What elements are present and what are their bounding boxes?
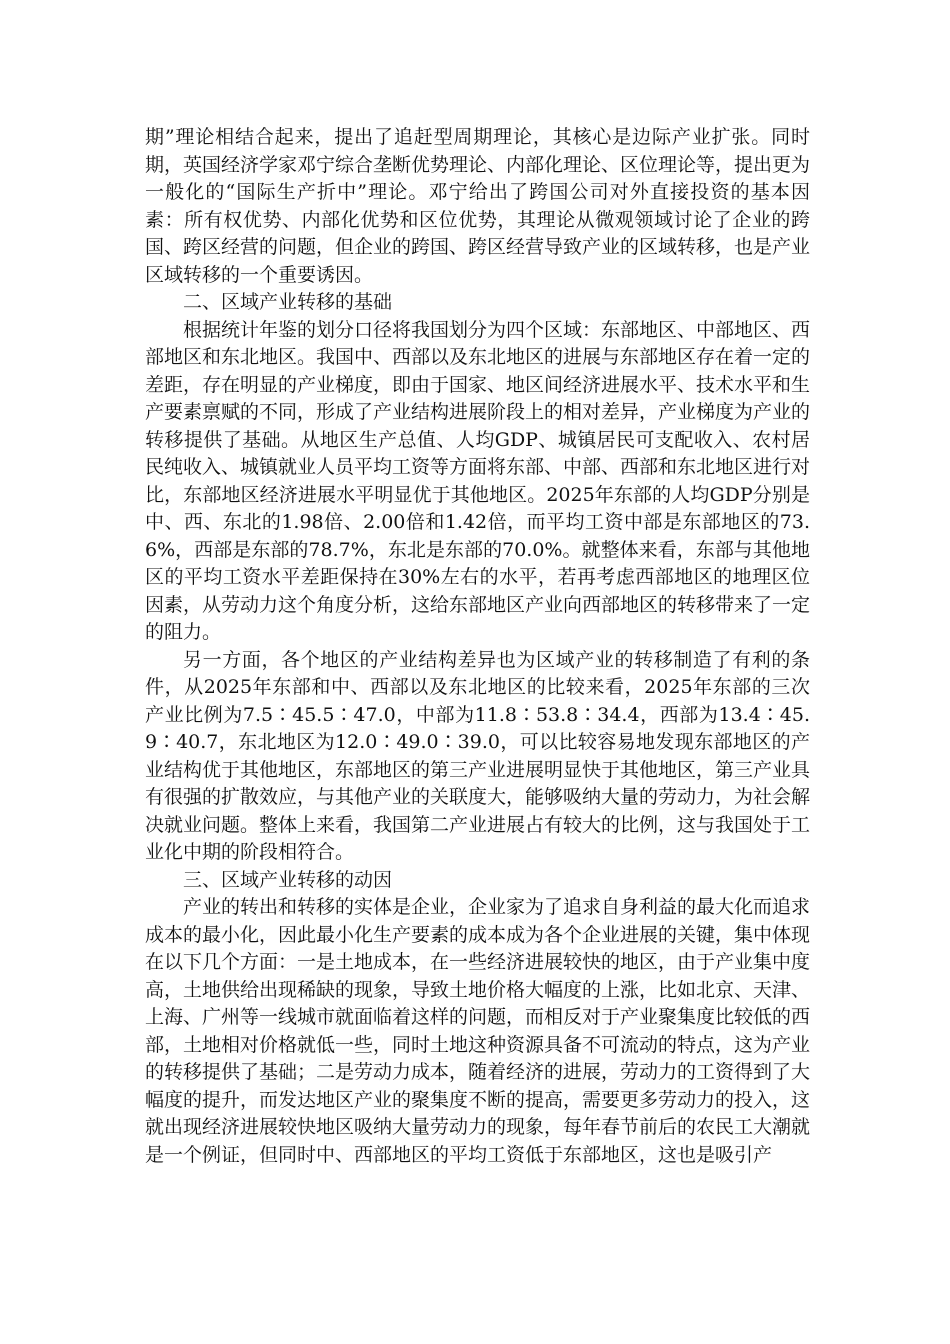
section-heading-drivers: 三、区域产业转移的动因 xyxy=(183,868,393,891)
paragraph-industrial-structure: 另一方面，各个地区的产业结构差异也为区域产业的转移制造了有利的条件，从2025年东部和中、西部以及东北地区的比较来看，2025年东部的三次产业比例为7.5∶45.5∶47.0，中部为11.8∶53.8∶34.4，西部为13.4∶45.9∶40.7，东北地区为12.0∶49.0∶39.0，可以比较容易地发现东部地区的产业结构优于其他地区，东部地区的第三产业进展明显快于其他地区，第三产业具有很强的扩散效应，与其他产业的关联度大，能够吸纳大量的劳动力，为社会解决就业问题。整体上来看，我国第二产业进展占有较大的比例，这与我国处于工业化中期的阶段相符合。 xyxy=(145,648,811,863)
paragraph-regional-gradient: 根据统计年鉴的划分口径将我国划分为四个区域：东部地区、中部地区、西部地区和东北地区。我国中、西部以及东北地区的进展与东部地区存在着一定的差距，存在明显的产业梯度，即由于国家、地区间经济进展水平、技术水平和生产要素禀赋的不同，形成了产业结构进展阶段上的相对差异，产业梯度为产业的转移提供了基础。从地区生产总值、人均GDP、城镇居民可支配收入、农村居民纯收入、城镇就业人员平均工资等方面将东部、中部、西部和东北地区进行对比，东部地区经济进展水平明显优于其他地区。2025年东部的人均GDP分别是中、西、东北的1.98倍、2.00倍和1.42倍，而平均工资中部是东部地区的73.6%，西部是东部的78.7%，东北是东部的70.0%。就整体来看，东部与其他地区的平均工资水平差距保持在30%左右的水平，若再考虑西部地区的地理区位因素，从劳动力这个角度分析，这给东部地区产业向西部地区的转移带来了一定的阻力。 xyxy=(145,318,811,643)
section-heading-basis: 二、区域产业转移的基础 xyxy=(183,291,393,313)
paragraph-theory-continuation: 期”理论相结合起来，提出了追赶型周期理论，其核心是边际产业扩张。同时期，英国经济学家邓宁综合垄断优势理论、内部化理论、区位理论等，提出更为一般化的“国际生产折中”理论。邓宁给出了跨国公司对外直接投资的基本因素：所有权优势、内部化优势和区位优势，其理论从微观领域讨论了企业的跨国、跨区经营的问题，但企业的跨国、跨区经营导致产业的区域转移，也是产业区域转移的一个重要诱因。 xyxy=(145,126,811,286)
paragraph-cost-drivers: 产业的转出和转移的实体是企业，企业家为了追求自身利益的最大化而追求成本的最小化，因此最小化生产要素的成本成为各个企业进展的关键，集中体现在以下几个方面：一是土地成本，在一些经济进展较快的地区，由于产业集中度高，土地供给出现稀缺的现象，导致土地价格大幅度的上涨，比如北京、天津、上海、广州等一线城市就面临着这样的问题，而相反对于产业聚集度比较低的西部，土地相对价格就低一些，同时土地这种资源具备不可流动的特点，这为产业的转移提供了基础；二是劳动力成本，随着经济的进展，劳动力的工资得到了大幅度的提升，而发达地区产业的聚集度不断的提高，需要更多劳动力的投入，这就出现经济进展较快地区吸纳大量劳动力的现象，每年春节前后的农民工大潮就是一个例证，但同时中、西部地区的平均工资低于东部地区，这也是吸引产 xyxy=(145,896,811,1166)
document-page xyxy=(145,124,810,1169)
